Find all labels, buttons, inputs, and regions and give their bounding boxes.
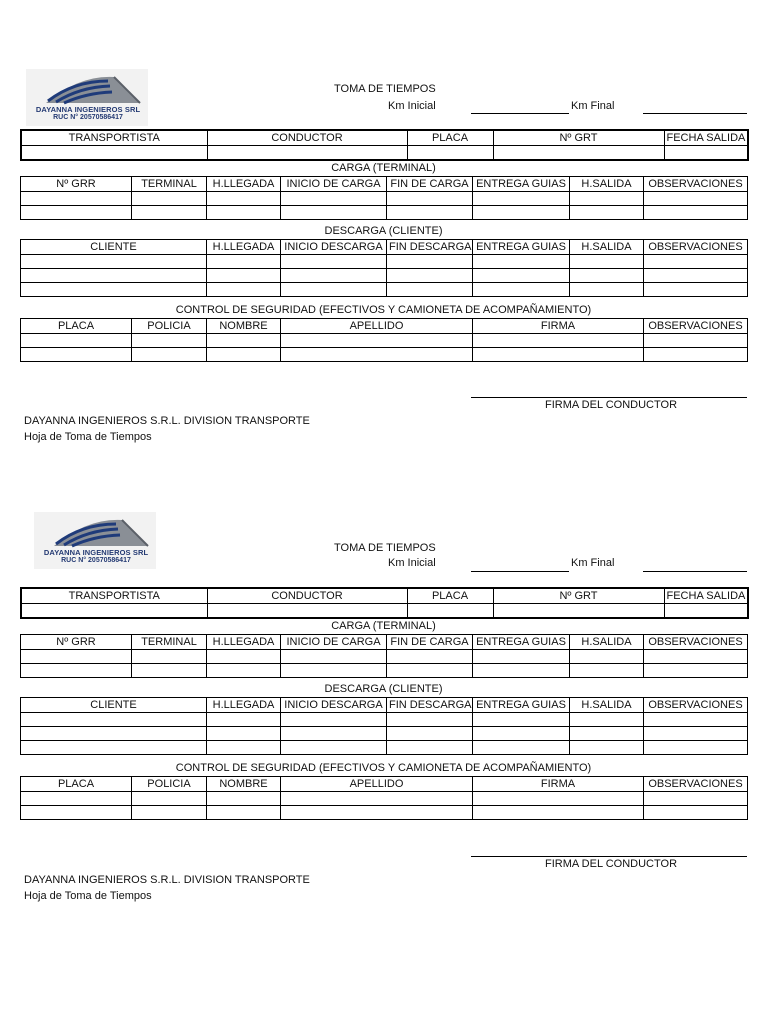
table-cell[interactable] [387, 269, 473, 283]
table-cell[interactable] [570, 206, 644, 220]
col-cliente: CLIENTE [21, 698, 207, 713]
table-cell[interactable] [644, 206, 748, 220]
table-cell[interactable] [473, 255, 570, 269]
table-cell[interactable] [21, 713, 207, 727]
table-cell[interactable] [473, 713, 570, 727]
table-row[interactable] [21, 348, 748, 362]
km-final-field[interactable] [643, 571, 747, 572]
col-cliente: CLIENTE [21, 240, 207, 255]
table-cell[interactable] [207, 269, 281, 283]
col-h-llegada: H.LLEGADA [207, 177, 281, 192]
col-conductor: CONDUCTOR [207, 130, 407, 146]
table-cell[interactable] [281, 255, 387, 269]
table-cell[interactable] [387, 192, 473, 206]
table-cell[interactable] [207, 206, 281, 220]
col-inicio-descarga: INICIO DESCARGA [281, 240, 387, 255]
table-cell[interactable] [21, 269, 207, 283]
table-cell[interactable] [570, 664, 644, 678]
table-header-row [21, 777, 748, 792]
table-cell[interactable] [644, 664, 748, 678]
footer-company: DAYANNA INGENIEROS S.R.L. DIVISION TRANSPORTE [24, 415, 310, 427]
table-cell[interactable] [21, 650, 132, 664]
table-cell[interactable] [207, 741, 281, 755]
table-cell[interactable] [387, 727, 473, 741]
table-cell[interactable] [473, 664, 570, 678]
table-cell[interactable] [21, 192, 132, 206]
form-title: TOMA DE TIEMPOS [334, 83, 436, 95]
table-cell[interactable] [644, 727, 748, 741]
col-fin-carga: FIN DE CARGA [387, 177, 473, 192]
table-cell[interactable] [207, 348, 281, 362]
col-h-salida: H.SALIDA [570, 177, 644, 192]
table-row[interactable] [21, 741, 748, 755]
table-cell[interactable] [570, 269, 644, 283]
table-cell[interactable] [570, 727, 644, 741]
table-cell[interactable] [644, 255, 748, 269]
table-row[interactable] [21, 192, 748, 206]
table-row[interactable] [21, 206, 748, 220]
km-inicial-field[interactable] [471, 571, 569, 572]
col-firma: FIRMA [473, 319, 644, 334]
table-cell[interactable] [132, 664, 207, 678]
col-policia: POLICIA [132, 777, 207, 792]
seguridad-section-title: CONTROL DE SEGURIDAD (EFECTIVOS Y CAMIONETA DE ACOMPAÑAMIENTO) [175, 762, 592, 774]
table-cell[interactable] [473, 334, 644, 348]
table-row[interactable] [21, 269, 748, 283]
table-cell[interactable] [21, 146, 207, 161]
table-row[interactable] [21, 334, 748, 348]
table-header-row [21, 319, 748, 334]
company-logo [34, 512, 156, 569]
table-cell[interactable] [407, 146, 493, 161]
table-row[interactable] [21, 806, 748, 820]
table-header-row [21, 177, 748, 192]
carga-section-title: CARGA (TERMINAL) [331, 162, 436, 174]
table-row[interactable] [21, 664, 748, 678]
signature-line[interactable] [471, 397, 747, 398]
col-placa: PLACA [21, 777, 132, 792]
table-cell[interactable] [570, 255, 644, 269]
col-entrega-guias: ENTREGA GUIAS [473, 240, 570, 255]
carga-table [20, 634, 748, 678]
logo-ruc: RUC N° 20570586417 [53, 114, 123, 121]
col-placa: PLACA [407, 588, 493, 604]
table-cell[interactable] [132, 334, 207, 348]
footer-company: DAYANNA INGENIEROS S.R.L. DIVISION TRANSPORTE [24, 874, 310, 886]
descarga-section-title: DESCARGA (CLIENTE) [324, 225, 443, 237]
table-cell[interactable] [21, 741, 207, 755]
table-cell[interactable] [132, 348, 207, 362]
col-inicio-carga: INICIO DE CARGA [281, 177, 387, 192]
table-cell[interactable] [21, 664, 132, 678]
table-cell[interactable] [644, 269, 748, 283]
col-h-salida: H.SALIDA [570, 240, 644, 255]
col-apellido: APELLIDO [281, 777, 473, 792]
table-header-row [21, 130, 748, 146]
table-cell[interactable] [207, 806, 281, 820]
signature-line[interactable] [471, 856, 747, 857]
col-fin-descarga: FIN DESCARGA [387, 240, 473, 255]
table-cell[interactable] [132, 792, 207, 806]
table-cell[interactable] [644, 741, 748, 755]
table-cell[interactable] [473, 741, 570, 755]
table-cell[interactable] [281, 806, 473, 820]
table-cell[interactable] [207, 334, 281, 348]
table-cell[interactable] [207, 664, 281, 678]
table-cell[interactable] [387, 283, 473, 297]
table-cell[interactable] [473, 283, 570, 297]
table-cell[interactable] [281, 727, 387, 741]
table-cell[interactable] [207, 255, 281, 269]
col-nro-grr: Nº GRR [21, 635, 132, 650]
table-cell[interactable] [281, 713, 387, 727]
company-logo [26, 69, 148, 126]
descarga-table [20, 697, 748, 755]
table-cell[interactable] [281, 650, 387, 664]
transport-header-table [20, 129, 749, 161]
table-cell[interactable] [644, 348, 748, 362]
col-transportista: TRANSPORTISTA [21, 588, 207, 604]
table-row[interactable] [21, 713, 748, 727]
form-title: TOMA DE TIEMPOS [334, 542, 436, 554]
table-cell[interactable] [387, 255, 473, 269]
table-cell[interactable] [387, 650, 473, 664]
table-cell[interactable] [664, 146, 748, 161]
table-cell[interactable] [281, 283, 387, 297]
descarga-table [20, 239, 748, 297]
table-cell[interactable] [570, 650, 644, 664]
col-fin-carga: FIN DE CARGA [387, 635, 473, 650]
col-terminal: TERMINAL [132, 177, 207, 192]
time-sheet-form-2 [0, 458, 768, 918]
seguridad-table [20, 776, 748, 820]
table-cell[interactable] [664, 604, 748, 619]
table-cell[interactable] [570, 741, 644, 755]
table-cell[interactable] [473, 727, 570, 741]
col-h-llegada: H.LLEGADA [207, 240, 281, 255]
logo-ruc: RUC N° 20570586417 [61, 557, 131, 564]
seguridad-section-title: CONTROL DE SEGURIDAD (EFECTIVOS Y CAMIONETA DE ACOMPAÑAMIENTO) [175, 304, 592, 316]
table-cell[interactable] [281, 348, 473, 362]
col-nombre: NOMBRE [207, 319, 281, 334]
table-cell[interactable] [21, 334, 132, 348]
table-cell[interactable] [132, 192, 207, 206]
table-cell[interactable] [473, 206, 570, 220]
table-cell[interactable] [281, 741, 387, 755]
table-cell[interactable] [207, 650, 281, 664]
table-cell[interactable] [570, 713, 644, 727]
table-cell[interactable] [407, 604, 493, 619]
table-cell[interactable] [21, 727, 207, 741]
seguridad-table [20, 318, 748, 362]
table-row[interactable] [21, 283, 748, 297]
firma-conductor-label: FIRMA DEL CONDUCTOR [545, 399, 678, 411]
col-entrega-guias: ENTREGA GUIAS [473, 698, 570, 713]
table-cell[interactable] [644, 806, 748, 820]
col-observaciones: OBSERVACIONES [644, 177, 748, 192]
table-cell[interactable] [387, 664, 473, 678]
col-inicio-carga: INICIO DE CARGA [281, 635, 387, 650]
table-cell[interactable] [132, 806, 207, 820]
table-cell[interactable] [387, 713, 473, 727]
table-row[interactable] [21, 727, 748, 741]
table-cell[interactable] [493, 604, 664, 619]
table-row[interactable] [21, 255, 748, 269]
col-h-llegada: H.LLEGADA [207, 635, 281, 650]
table-cell[interactable] [21, 283, 207, 297]
logo-company-name: DAYANNA INGENIEROS SRL [43, 548, 149, 557]
table-cell[interactable] [21, 348, 132, 362]
col-inicio-descarga: INICIO DESCARGA [281, 698, 387, 713]
col-observaciones: OBSERVACIONES [644, 698, 748, 713]
table-cell[interactable] [644, 283, 748, 297]
km-final-field[interactable] [643, 113, 747, 114]
table-cell[interactable] [473, 192, 570, 206]
table-cell[interactable] [387, 206, 473, 220]
table-row[interactable] [21, 604, 748, 619]
descarga-section-title: DESCARGA (CLIENTE) [324, 683, 443, 695]
time-sheet-form-1 [0, 0, 768, 460]
table-cell[interactable] [644, 334, 748, 348]
col-placa: PLACA [407, 130, 493, 146]
col-terminal: TERMINAL [132, 635, 207, 650]
table-cell[interactable] [21, 792, 132, 806]
km-final-label: Km Final [571, 557, 615, 569]
table-cell[interactable] [644, 792, 748, 806]
col-policia: POLICIA [132, 319, 207, 334]
table-row[interactable] [21, 792, 748, 806]
km-inicial-label: Km Inicial [388, 557, 436, 569]
carga-section-title: CARGA (TERMINAL) [331, 620, 436, 632]
table-cell[interactable] [473, 792, 644, 806]
table-cell[interactable] [570, 283, 644, 297]
table-cell[interactable] [281, 792, 473, 806]
col-h-salida: H.SALIDA [570, 698, 644, 713]
table-cell[interactable] [473, 348, 644, 362]
table-cell[interactable] [644, 192, 748, 206]
col-nro-grt: Nº GRT [493, 130, 664, 146]
table-cell[interactable] [281, 334, 473, 348]
footer-document-name: Hoja de Toma de Tiempos [24, 890, 152, 902]
table-cell[interactable] [207, 146, 407, 161]
table-row[interactable] [21, 650, 748, 664]
table-cell[interactable] [644, 713, 748, 727]
table-cell[interactable] [207, 713, 281, 727]
table-header-row [21, 635, 748, 650]
table-cell[interactable] [21, 604, 207, 619]
table-cell[interactable] [493, 146, 664, 161]
col-nro-grt: Nº GRT [493, 588, 664, 604]
col-apellido: APELLIDO [281, 319, 473, 334]
col-entrega-guias: ENTREGA GUIAS [473, 177, 570, 192]
table-cell[interactable] [21, 206, 132, 220]
table-cell[interactable] [207, 192, 281, 206]
km-final-label: Km Final [571, 100, 615, 112]
col-fin-descarga: FIN DESCARGA [387, 698, 473, 713]
col-observaciones: OBSERVACIONES [644, 635, 748, 650]
table-row[interactable] [21, 146, 748, 161]
table-cell[interactable] [570, 192, 644, 206]
table-cell[interactable] [473, 269, 570, 283]
table-cell[interactable] [281, 269, 387, 283]
col-conductor: CONDUCTOR [207, 588, 407, 604]
col-observaciones: OBSERVACIONES [644, 240, 748, 255]
table-cell[interactable] [21, 806, 132, 820]
table-cell[interactable] [387, 741, 473, 755]
transport-header-table [20, 587, 749, 619]
table-cell[interactable] [132, 206, 207, 220]
col-firma: FIRMA [473, 777, 644, 792]
table-cell[interactable] [207, 604, 407, 619]
carga-table [20, 176, 748, 220]
col-fecha-salida: FECHA SALIDA [664, 130, 748, 146]
firma-conductor-label: FIRMA DEL CONDUCTOR [545, 858, 678, 870]
table-cell[interactable] [644, 650, 748, 664]
km-inicial-field[interactable] [471, 113, 569, 114]
col-entrega-guias: ENTREGA GUIAS [473, 635, 570, 650]
col-nombre: NOMBRE [207, 777, 281, 792]
col-transportista: TRANSPORTISTA [21, 130, 207, 146]
table-header-row [21, 240, 748, 255]
table-cell[interactable] [281, 664, 387, 678]
table-cell[interactable] [207, 283, 281, 297]
col-observaciones: OBSERVACIONES [644, 319, 748, 334]
col-observaciones: OBSERVACIONES [644, 777, 748, 792]
table-cell[interactable] [132, 650, 207, 664]
km-inicial-label: Km Inicial [388, 100, 436, 112]
table-header-row [21, 698, 748, 713]
table-cell[interactable] [473, 806, 644, 820]
col-nro-grr: Nº GRR [21, 177, 132, 192]
table-cell[interactable] [207, 792, 281, 806]
table-cell[interactable] [473, 650, 570, 664]
logo-company-name: DAYANNA INGENIEROS SRL [35, 105, 141, 114]
table-cell[interactable] [281, 192, 387, 206]
mountain-logo-icon [34, 71, 144, 105]
col-fecha-salida: FECHA SALIDA [664, 588, 748, 604]
col-h-llegada: H.LLEGADA [207, 698, 281, 713]
table-header-row [21, 588, 748, 604]
table-cell[interactable] [207, 727, 281, 741]
col-placa: PLACA [21, 319, 132, 334]
table-cell[interactable] [281, 206, 387, 220]
footer-document-name: Hoja de Toma de Tiempos [24, 431, 152, 443]
mountain-logo-icon [42, 514, 152, 548]
table-cell[interactable] [21, 255, 207, 269]
col-h-salida: H.SALIDA [570, 635, 644, 650]
